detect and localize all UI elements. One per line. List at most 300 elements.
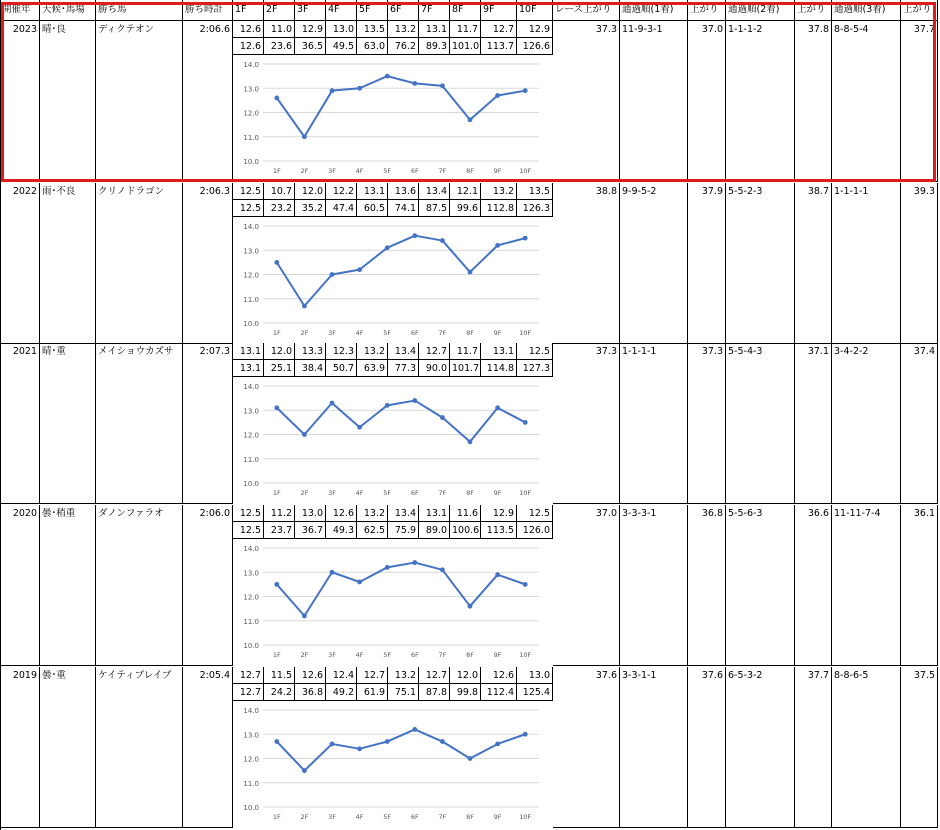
column-header[interactable]: 上がり	[688, 0, 726, 21]
y-tick-label: 14.0	[243, 223, 259, 231]
row-time[interactable]: 2:07.3	[183, 343, 233, 504]
row-l1[interactable]: 37.6	[688, 667, 726, 828]
row-cond[interactable]: 雨･不良	[40, 183, 96, 344]
column-header[interactable]: 5F	[357, 0, 388, 21]
data-point	[330, 742, 335, 747]
row-l1[interactable]: 37.3	[688, 343, 726, 504]
y-tick-label: 10.0	[243, 642, 259, 650]
lap-time-cell[interactable]: 11.5	[264, 667, 295, 684]
y-tick-label: 11.0	[243, 295, 259, 304]
row-race-last[interactable]: 37.3	[553, 343, 620, 504]
data-point	[440, 83, 445, 88]
x-tick-label: 10F	[519, 813, 532, 821]
cumulative-time-cell[interactable]: 36.8	[295, 684, 326, 701]
lap-time-cell[interactable]: 12.6	[233, 21, 264, 38]
lap-time-chart	[233, 377, 553, 503]
row-year[interactable]: 2022	[0, 183, 40, 344]
data-point	[385, 245, 390, 250]
lap-time-cell[interactable]: 13.2	[357, 343, 388, 360]
lap-time-cell[interactable]: 12.5	[517, 505, 553, 522]
x-tick-label: 5F	[383, 651, 392, 659]
data-point	[357, 267, 362, 272]
y-tick-label: 13.0	[243, 569, 259, 578]
cumulative-time-cell[interactable]: 127.3	[517, 360, 553, 377]
x-tick-label: 6F	[410, 167, 419, 175]
cumulative-time-cell[interactable]: 87.8	[419, 684, 450, 701]
row-l1[interactable]: 37.0	[688, 21, 726, 182]
row-time[interactable]: 2:06.3	[183, 183, 233, 344]
cumulative-time-cell[interactable]: 62.5	[357, 522, 388, 539]
data-point	[412, 81, 417, 86]
y-tick-label: 11.0	[243, 455, 259, 464]
y-tick-label: 12.0	[243, 755, 259, 764]
cumulative-time-cell[interactable]: 89.3	[419, 38, 450, 55]
y-tick-label: 11.0	[243, 779, 259, 788]
cumulative-time-cell[interactable]: 36.7	[295, 522, 326, 539]
cumulative-time-cell[interactable]: 113.7	[481, 38, 517, 55]
lap-time-cell[interactable]: 13.2	[357, 505, 388, 522]
x-tick-label: 8F	[466, 489, 474, 497]
cumulative-time-cell[interactable]: 100.6	[450, 522, 481, 539]
column-header[interactable]: 通過順(1着)	[620, 0, 688, 21]
row-p1[interactable]: 11-9-3-1	[620, 21, 688, 182]
cumulative-time-cell[interactable]: 76.2	[388, 38, 419, 55]
y-tick-label: 14.0	[243, 383, 259, 391]
row-p3[interactable]: 8-8-5-4	[832, 21, 901, 182]
row-l3[interactable]: 36.1	[901, 505, 938, 666]
row-l3[interactable]: 39.3	[901, 183, 938, 344]
x-tick-label: 9F	[493, 329, 502, 337]
row-p1[interactable]: 3-3-1-1	[620, 667, 688, 828]
cumulative-time-cell[interactable]: 125.4	[517, 684, 553, 701]
series-line	[277, 76, 525, 137]
row-time[interactable]: 2:05.4	[183, 667, 233, 828]
x-tick-label: 6F	[410, 329, 419, 337]
y-tick-label: 12.0	[243, 593, 259, 602]
data-point	[523, 420, 528, 425]
x-tick-label: 9F	[493, 167, 502, 175]
lap-time-cell[interactable]: 11.6	[450, 505, 481, 522]
x-tick-label: 3F	[328, 167, 336, 175]
cumulative-time-cell[interactable]: 38.4	[295, 360, 326, 377]
lap-time-cell[interactable]: 13.4	[388, 343, 419, 360]
lap-time-cell[interactable]: 12.7	[481, 21, 517, 38]
data-point	[495, 405, 500, 410]
cumulative-time-cell[interactable]: 23.6	[264, 38, 295, 55]
x-tick-label: 5F	[383, 329, 392, 337]
x-tick-label: 4F	[355, 489, 364, 497]
column-header[interactable]: 天候･馬場	[40, 0, 96, 21]
cumulative-time-cell[interactable]: 12.5	[233, 522, 264, 539]
row-p3[interactable]: 11-11-7-4	[832, 505, 901, 666]
column-header[interactable]: 上がり	[901, 0, 938, 21]
lap-time-cell[interactable]: 12.5	[517, 343, 553, 360]
x-tick-label: 2F	[300, 489, 309, 497]
row-race-last[interactable]: 38.8	[553, 183, 620, 344]
data-point	[302, 134, 307, 139]
column-header[interactable]: 通過順(3着)	[832, 0, 901, 21]
line-chart-svg	[233, 55, 553, 181]
x-tick-label: 4F	[355, 329, 364, 337]
lap-time-chart	[233, 55, 553, 181]
data-point	[412, 727, 417, 732]
x-tick-label: 3F	[328, 813, 336, 821]
data-point	[274, 739, 279, 744]
row-winner[interactable]: ケイティブレイブ	[96, 667, 183, 828]
y-tick-label: 10.0	[243, 804, 259, 812]
data-point	[385, 74, 390, 79]
row-l2[interactable]: 37.8	[795, 21, 832, 182]
x-tick-label: 7F	[438, 167, 447, 175]
data-point	[385, 565, 390, 570]
lap-time-cell[interactable]: 11.2	[264, 505, 295, 522]
row-winner[interactable]: ディクテオン	[96, 21, 183, 182]
data-point	[302, 768, 307, 773]
y-tick-label: 12.0	[243, 271, 259, 280]
row-l2[interactable]: 38.7	[795, 183, 832, 344]
lap-time-cell[interactable]: 12.0	[450, 667, 481, 684]
y-tick-label: 10.0	[243, 480, 259, 488]
cumulative-time-cell[interactable]: 12.6	[233, 38, 264, 55]
cumulative-time-cell[interactable]: 101.0	[450, 38, 481, 55]
lap-time-cell[interactable]: 13.3	[295, 343, 326, 360]
column-header[interactable]: 上がり	[795, 0, 832, 21]
x-tick-label: 3F	[328, 489, 336, 497]
lap-time-cell[interactable]: 13.0	[517, 667, 553, 684]
lap-time-cell[interactable]: 13.2	[481, 183, 517, 200]
x-tick-label: 10F	[519, 651, 532, 659]
y-tick-label: 13.0	[243, 731, 259, 740]
lap-time-cell[interactable]: 12.7	[357, 667, 388, 684]
lap-time-cell[interactable]: 12.1	[450, 183, 481, 200]
row-p3[interactable]: 1-1-1-1	[832, 183, 901, 344]
line-chart-svg	[233, 539, 553, 665]
row-l3[interactable]: 37.5	[901, 667, 938, 828]
row-l3[interactable]: 37.7	[901, 21, 938, 182]
row-p2[interactable]: 5-5-6-3	[726, 505, 795, 666]
data-point	[302, 304, 307, 309]
y-tick-label: 12.0	[243, 431, 259, 440]
lap-time-cell[interactable]: 13.2	[388, 667, 419, 684]
row-year[interactable]: 2020	[0, 505, 40, 666]
x-tick-label: 6F	[410, 813, 419, 821]
row-time[interactable]: 2:06.6	[183, 21, 233, 182]
data-point	[495, 243, 500, 248]
row-cond[interactable]: 曇･重	[40, 667, 96, 828]
lap-time-cell[interactable]: 12.0	[295, 183, 326, 200]
row-l2[interactable]: 37.7	[795, 667, 832, 828]
x-tick-label: 3F	[328, 329, 336, 337]
cumulative-time-cell[interactable]: 47.4	[326, 200, 357, 217]
lap-time-cell[interactable]: 13.4	[388, 505, 419, 522]
series-line	[277, 563, 525, 616]
y-tick-label: 13.0	[243, 247, 259, 256]
cumulative-time-cell[interactable]: 60.5	[357, 200, 388, 217]
data-point	[302, 614, 307, 619]
column-header[interactable]: レース上がり	[553, 0, 620, 21]
x-tick-label: 7F	[438, 813, 447, 821]
lap-time-cell[interactable]: 11.7	[450, 21, 481, 38]
lap-time-cell[interactable]: 12.7	[419, 667, 450, 684]
lap-time-cell[interactable]: 13.0	[326, 21, 357, 38]
lap-time-cell[interactable]: 12.2	[326, 183, 357, 200]
lap-time-cell[interactable]: 13.2	[388, 21, 419, 38]
y-tick-label: 12.0	[243, 109, 259, 118]
lap-time-cell[interactable]: 12.9	[517, 21, 553, 38]
lap-time-cell[interactable]: 12.7	[233, 667, 264, 684]
cumulative-time-cell[interactable]: 49.2	[326, 684, 357, 701]
cumulative-time-cell[interactable]: 12.7	[233, 684, 264, 701]
row-p3[interactable]: 8-8-6-5	[832, 667, 901, 828]
row-l1[interactable]: 37.9	[688, 183, 726, 344]
lap-time-cell[interactable]: 13.1	[233, 343, 264, 360]
series-line	[277, 236, 525, 306]
cumulative-time-cell[interactable]: 112.4	[481, 684, 517, 701]
cumulative-time-cell[interactable]: 13.1	[233, 360, 264, 377]
line-chart-svg	[233, 217, 553, 343]
lap-time-cell[interactable]: 11.0	[264, 21, 295, 38]
x-tick-label: 2F	[300, 813, 309, 821]
cumulative-time-cell[interactable]: 36.5	[295, 38, 326, 55]
column-header[interactable]: 3F	[295, 0, 326, 21]
row-p2[interactable]: 1-1-1-2	[726, 21, 795, 182]
cumulative-time-cell[interactable]: 49.5	[326, 38, 357, 55]
x-tick-label: 8F	[466, 651, 474, 659]
x-tick-label: 2F	[300, 651, 309, 659]
row-p1[interactable]: 9-9-5-2	[620, 183, 688, 344]
data-point	[495, 572, 500, 577]
lap-time-cell[interactable]: 13.1	[419, 505, 450, 522]
lap-time-cell[interactable]: 11.7	[450, 343, 481, 360]
cumulative-time-cell[interactable]: 63.0	[357, 38, 388, 55]
column-header[interactable]: 8F	[450, 0, 481, 21]
y-tick-label: 14.0	[243, 707, 259, 715]
row-l2[interactable]: 37.1	[795, 343, 832, 504]
column-header[interactable]: 勝ち馬	[96, 0, 183, 21]
lap-time-cell[interactable]: 12.6	[326, 505, 357, 522]
column-header[interactable]: 6F	[388, 0, 419, 21]
column-header[interactable]: 2F	[264, 0, 295, 21]
data-point	[330, 401, 335, 406]
column-header[interactable]: 10F	[517, 0, 553, 21]
lap-time-cell[interactable]: 12.4	[326, 667, 357, 684]
x-tick-label: 2F	[300, 167, 309, 175]
cumulative-time-cell[interactable]: 89.0	[419, 522, 450, 539]
lap-time-cell[interactable]: 12.5	[233, 183, 264, 200]
row-time[interactable]: 2:06.0	[183, 505, 233, 666]
x-tick-label: 1F	[272, 167, 281, 175]
row-p2[interactable]: 5-5-4-3	[726, 343, 795, 504]
x-tick-label: 9F	[493, 813, 502, 821]
row-l2[interactable]: 36.6	[795, 505, 832, 666]
x-tick-label: 10F	[519, 167, 532, 175]
lap-time-cell[interactable]: 12.9	[481, 505, 517, 522]
data-point	[440, 739, 445, 744]
row-cond[interactable]: 曇･稍重	[40, 505, 96, 666]
data-point	[440, 567, 445, 572]
cumulative-time-cell[interactable]: 113.5	[481, 522, 517, 539]
x-tick-label: 1F	[272, 489, 281, 497]
y-tick-label: 13.0	[243, 85, 259, 94]
row-l1[interactable]: 36.8	[688, 505, 726, 666]
row-p1[interactable]: 3-3-3-1	[620, 505, 688, 666]
cumulative-time-cell[interactable]: 75.9	[388, 522, 419, 539]
x-tick-label: 5F	[383, 167, 392, 175]
cumulative-time-cell[interactable]: 99.6	[450, 200, 481, 217]
lap-time-cell[interactable]: 12.0	[264, 343, 295, 360]
cumulative-time-cell[interactable]: 25.1	[264, 360, 295, 377]
x-tick-label: 1F	[272, 329, 281, 337]
row-year[interactable]: 2019	[0, 667, 40, 828]
row-cond[interactable]: 晴･良	[40, 21, 96, 182]
lap-time-cell[interactable]: 12.7	[419, 343, 450, 360]
data-point	[357, 86, 362, 91]
cumulative-time-cell[interactable]: 126.0	[517, 522, 553, 539]
column-header[interactable]: 4F	[326, 0, 357, 21]
cumulative-time-cell[interactable]: 87.5	[419, 200, 450, 217]
cumulative-time-cell[interactable]: 74.1	[388, 200, 419, 217]
data-point	[495, 742, 500, 747]
cumulative-time-cell[interactable]: 126.3	[517, 200, 553, 217]
cumulative-time-cell[interactable]: 99.8	[450, 684, 481, 701]
row-race-last[interactable]: 37.3	[553, 21, 620, 182]
row-year[interactable]: 2021	[0, 343, 40, 504]
row-winner[interactable]: メイショウカズサ	[96, 343, 183, 504]
x-tick-label: 7F	[438, 489, 447, 497]
lap-time-cell[interactable]: 13.5	[357, 21, 388, 38]
row-l3[interactable]: 37.4	[901, 343, 938, 504]
row-race-last[interactable]: 37.6	[553, 667, 620, 828]
y-tick-label: 14.0	[243, 545, 259, 553]
data-point	[412, 398, 417, 403]
data-point	[468, 756, 473, 761]
data-point	[440, 415, 445, 420]
data-point	[357, 580, 362, 585]
row-race-last[interactable]: 37.0	[553, 505, 620, 666]
cumulative-time-cell[interactable]: 75.1	[388, 684, 419, 701]
column-header[interactable]: 通過順(2着)	[726, 0, 795, 21]
lap-time-cell[interactable]: 13.5	[517, 183, 553, 200]
x-tick-label: 8F	[466, 329, 474, 337]
x-tick-label: 10F	[519, 489, 532, 497]
cumulative-time-cell[interactable]: 24.2	[264, 684, 295, 701]
x-tick-label: 4F	[355, 813, 364, 821]
series-line	[277, 401, 525, 442]
row-p2[interactable]: 5-5-2-3	[726, 183, 795, 344]
x-tick-label: 10F	[519, 329, 532, 337]
cumulative-time-cell[interactable]: 35.2	[295, 200, 326, 217]
x-tick-label: 6F	[410, 651, 419, 659]
cumulative-time-cell[interactable]: 77.3	[388, 360, 419, 377]
row-cond[interactable]: 晴･重	[40, 343, 96, 504]
cumulative-time-cell[interactable]: 101.7	[450, 360, 481, 377]
column-header[interactable]: 7F	[419, 0, 450, 21]
row-p1[interactable]: 1-1-1-1	[620, 343, 688, 504]
lap-time-cell[interactable]: 12.6	[295, 667, 326, 684]
cumulative-time-cell[interactable]: 126.6	[517, 38, 553, 55]
data-point	[274, 405, 279, 410]
x-tick-label: 2F	[300, 329, 309, 337]
data-point	[357, 425, 362, 430]
lap-time-cell[interactable]: 10.7	[264, 183, 295, 200]
column-header[interactable]: 勝ち時計	[183, 0, 233, 21]
data-point	[302, 432, 307, 437]
cumulative-time-cell[interactable]: 114.8	[481, 360, 517, 377]
line-chart-svg	[233, 377, 553, 503]
lap-time-cell[interactable]: 12.9	[295, 21, 326, 38]
lap-time-cell[interactable]: 12.5	[233, 505, 264, 522]
x-tick-label: 1F	[272, 813, 281, 821]
lap-time-cell[interactable]: 13.1	[481, 343, 517, 360]
data-point	[468, 270, 473, 275]
row-winner[interactable]: クリノドラゴン	[96, 183, 183, 344]
cumulative-time-cell[interactable]: 63.9	[357, 360, 388, 377]
line-chart-svg	[233, 701, 553, 827]
cumulative-time-cell[interactable]: 61.9	[357, 684, 388, 701]
data-point	[495, 93, 500, 98]
x-tick-label: 1F	[272, 651, 281, 659]
lap-time-cell[interactable]: 13.0	[295, 505, 326, 522]
y-tick-label: 13.0	[243, 407, 259, 416]
data-point	[274, 582, 279, 587]
y-tick-label: 11.0	[243, 617, 259, 626]
sheet-left-border	[0, 0, 1, 830]
x-tick-label: 7F	[438, 329, 447, 337]
column-header[interactable]: 開催年	[0, 0, 40, 21]
lap-time-chart	[233, 217, 553, 343]
data-point	[468, 604, 473, 609]
data-point	[468, 439, 473, 444]
x-tick-label: 6F	[410, 489, 419, 497]
cumulative-time-cell[interactable]: 112.8	[481, 200, 517, 217]
lap-time-cell[interactable]: 13.4	[419, 183, 450, 200]
x-tick-label: 9F	[493, 489, 502, 497]
cumulative-time-cell[interactable]: 49.3	[326, 522, 357, 539]
y-tick-label: 10.0	[243, 320, 259, 328]
lap-time-chart	[233, 539, 553, 665]
row-winner[interactable]: ダノンファラオ	[96, 505, 183, 666]
lap-time-cell[interactable]: 12.3	[326, 343, 357, 360]
y-tick-label: 14.0	[243, 61, 259, 69]
column-header[interactable]: 1F	[233, 0, 264, 21]
row-p2[interactable]: 6-5-3-2	[726, 667, 795, 828]
lap-time-cell[interactable]: 13.6	[388, 183, 419, 200]
data-point	[385, 403, 390, 408]
row-p3[interactable]: 3-4-2-2	[832, 343, 901, 504]
data-point	[412, 233, 417, 238]
cumulative-time-cell[interactable]: 23.7	[264, 522, 295, 539]
data-point	[330, 272, 335, 277]
data-point	[274, 96, 279, 101]
cumulative-time-cell[interactable]: 12.5	[233, 200, 264, 217]
data-point	[523, 88, 528, 93]
series-line	[277, 729, 525, 770]
cumulative-time-cell[interactable]: 23.2	[264, 200, 295, 217]
data-point	[523, 732, 528, 737]
data-point	[412, 560, 417, 565]
column-header[interactable]: 9F	[481, 0, 517, 21]
lap-time-cell[interactable]: 13.1	[419, 21, 450, 38]
cumulative-time-cell[interactable]: 50.7	[326, 360, 357, 377]
cumulative-time-cell[interactable]: 90.0	[419, 360, 450, 377]
row-year[interactable]: 2023	[0, 21, 40, 182]
x-tick-label: 5F	[383, 489, 392, 497]
lap-time-cell[interactable]: 12.6	[481, 667, 517, 684]
x-tick-label: 8F	[466, 813, 474, 821]
data-point	[385, 739, 390, 744]
lap-time-cell[interactable]: 13.1	[357, 183, 388, 200]
x-tick-label: 3F	[328, 651, 336, 659]
